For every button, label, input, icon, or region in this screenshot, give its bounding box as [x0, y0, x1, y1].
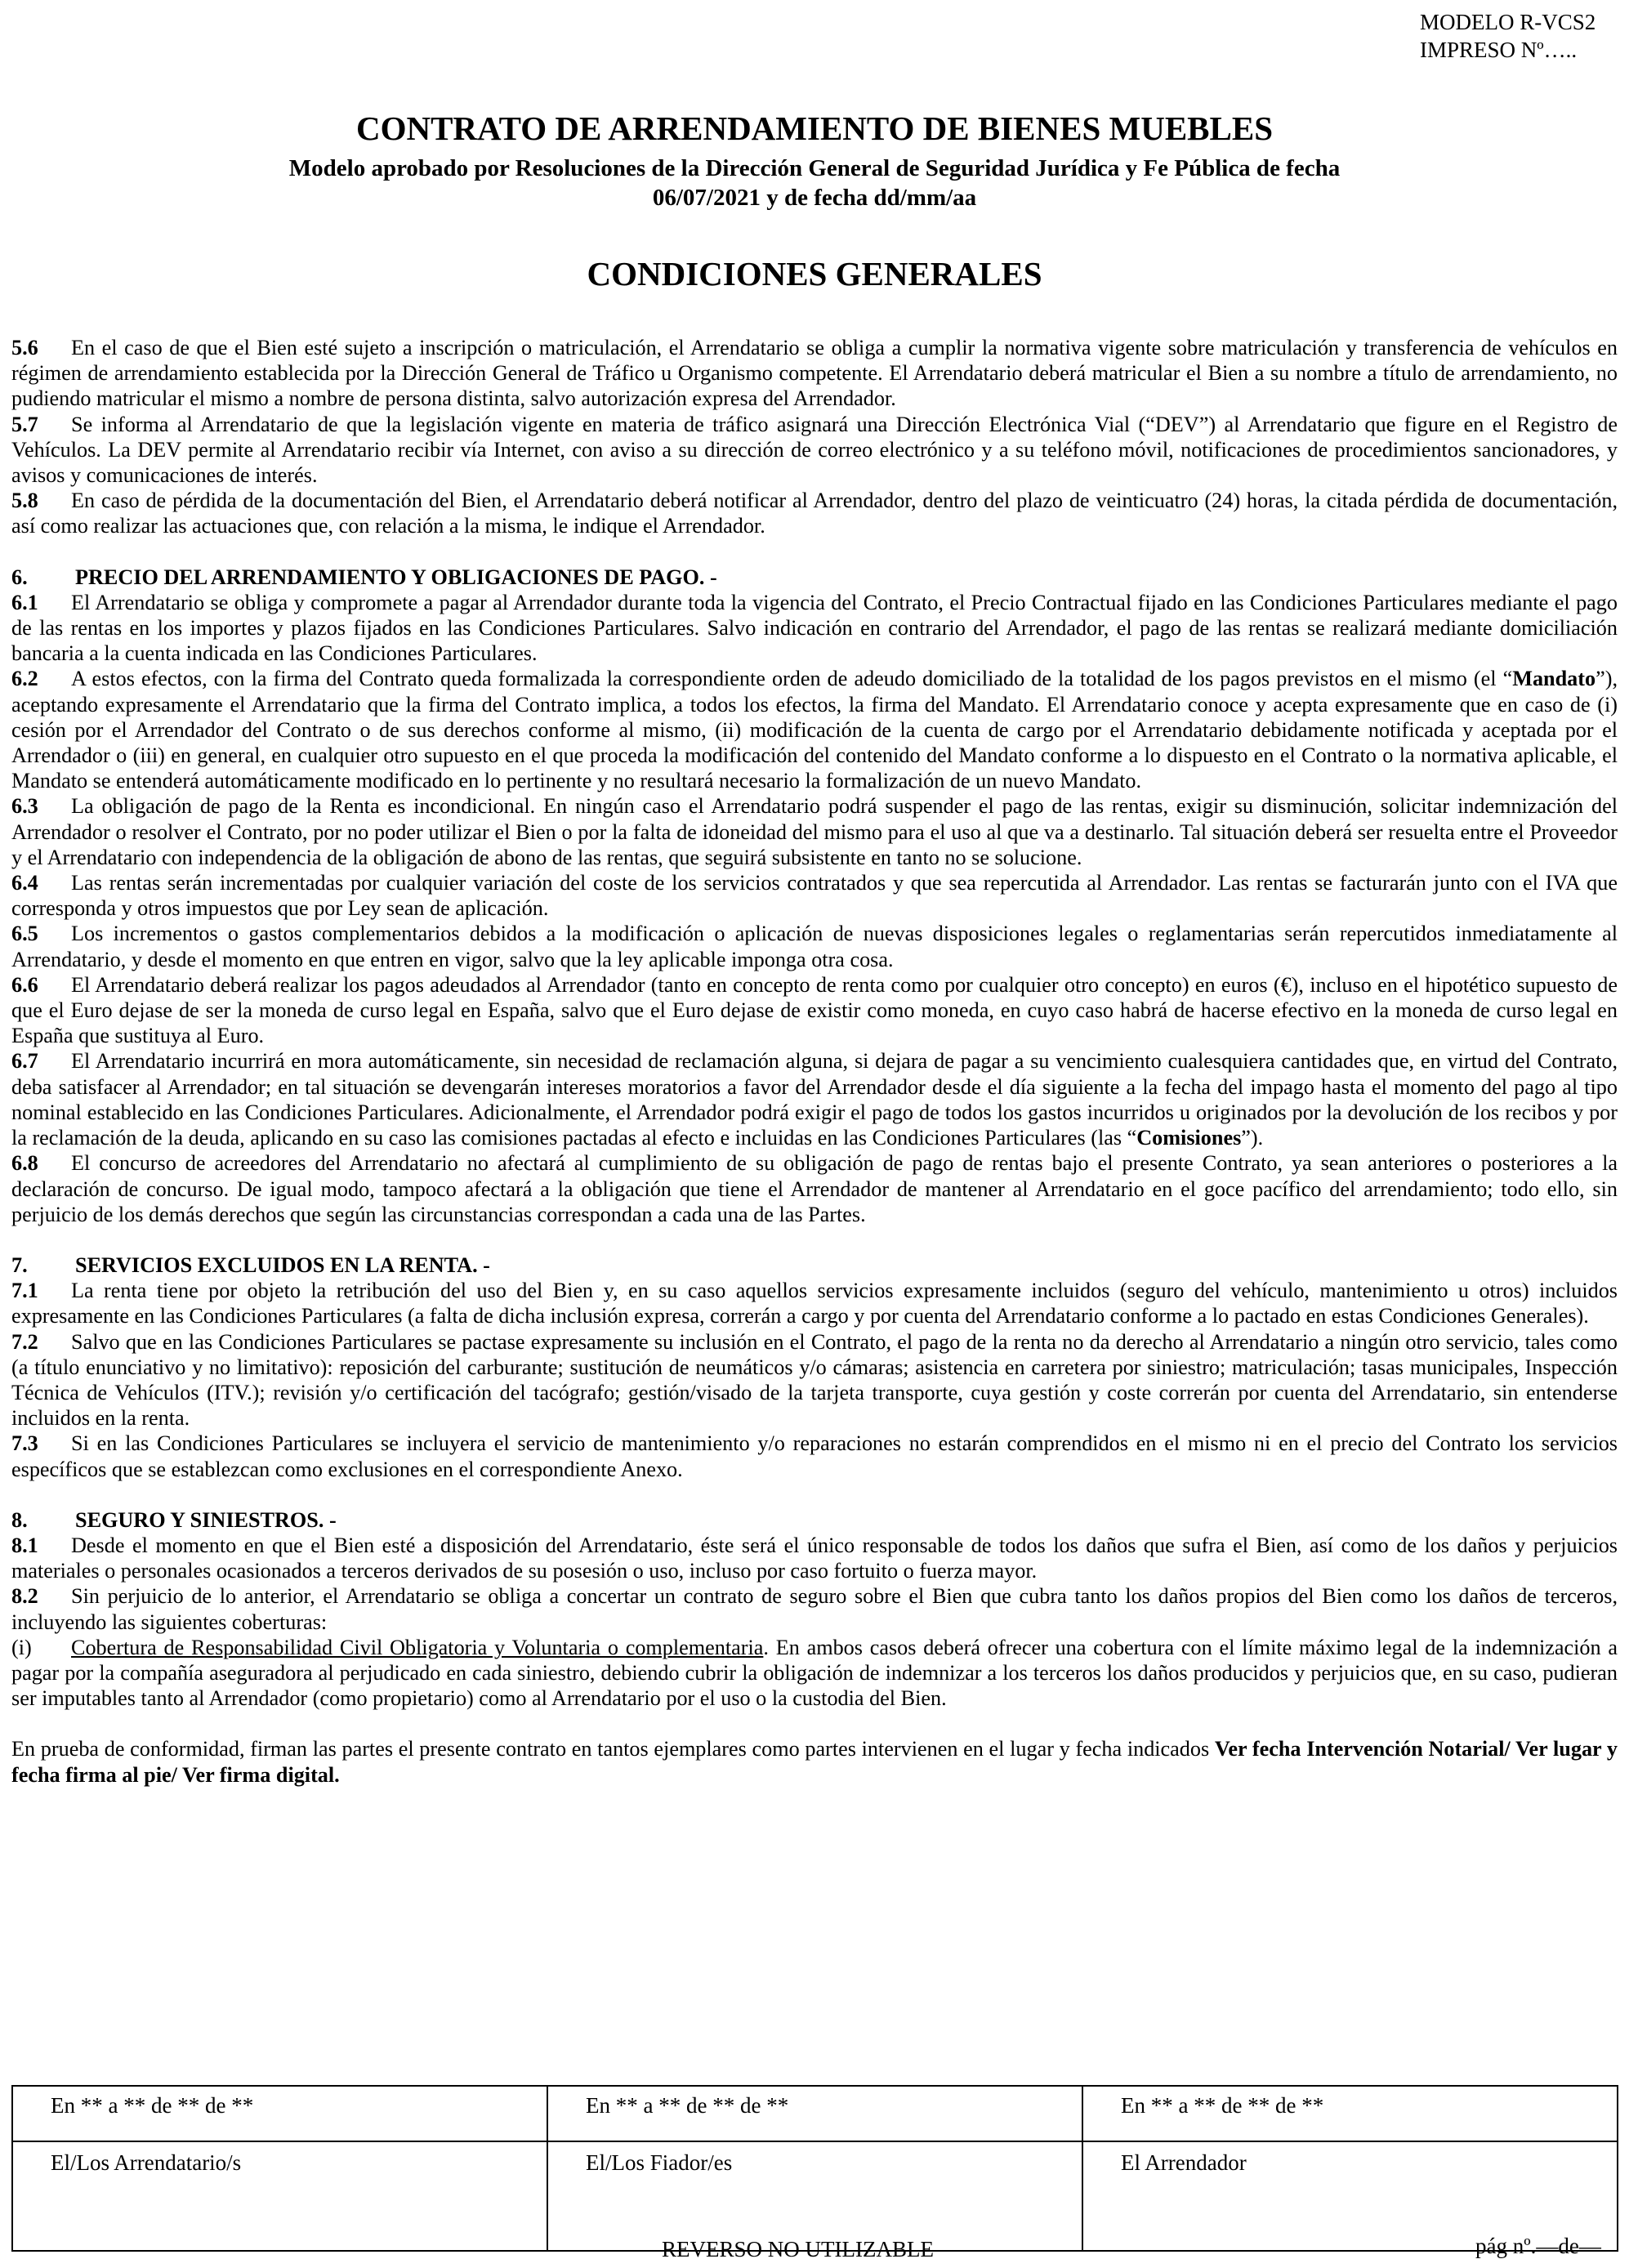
signature-party-cell: El Arrendador [1082, 2141, 1618, 2251]
clause-text: Los incrementos o gastos complementarios debidos a la modificación o aplicación de nuevas disposiciones legales o reglamentarias serán repercutidos inmediatamente al Arrendatario, y desde el momento en que entren en vigor, salvo que la ley aplicable imponga otra cosa. [11, 922, 1618, 971]
clause-text: Salvo que en las Condiciones Particulares se pactase expresamente su inclusión en el Contrato, el pago de la renta no da derecho al Arrendatario a ningún otro servicio, tales como (a título enunciativo y no limitativo): reposición del carburante; sustitución de neumáticos y/o cámaras; asistencia en carretera por siniestro; matriculación; tasas municipales, Inspección Técnica de Vehículos (ITV.); revisión y/o certificación del tacógrafo; gestión/visado de la tarjeta transporte, cuya gestión y coste correrán por cuenta del Arrendatario, sin entenderse incluidos en la renta. [11, 1329, 1618, 1431]
section-heading-text: SERVICIOS EXCLUIDOS EN LA RENTA. - [75, 1252, 490, 1277]
section-heading [11, 1507, 1618, 1533]
clause-text: La renta tiene por objeto la retribución del uso del Bien y, en su caso aquellos servicios expresamente incluidos (seguro del vehículo, mantenimiento u otros) incluidos expresamente en las Condiciones Particulares (a falta de dicha inclusión expresa, correrán a cargo y por cuenta del Arrendatario conforme a lo pactado en estas Condiciones Generales). [11, 1279, 1618, 1328]
section-heading [11, 565, 1618, 590]
clause-number: 7.1 [11, 1279, 38, 1303]
clause-text: . En ambos casos deberá ofrecer una cobertura con el límite máximo legal de la indemnización a pagar por la compañía aseguradora al perjudicado en cada siniestro, debiendo cubrir la obligación de indemnizar a los terceros los daños producidos y perjuicios que, en su caso, pudieran ser imputables tanto al Arrendador (como propietario) como al Arrendatario por el uso o la custodia del Bien. [11, 1635, 1618, 1711]
clause-number: 5.7 [11, 412, 38, 436]
clause [11, 488, 1618, 538]
defined-term: Mandato [1512, 667, 1596, 691]
clause-number: 6.6 [11, 972, 38, 997]
print-number: IMPRESO Nº….. [1420, 38, 1578, 62]
clause-number: 8.2 [11, 1584, 38, 1609]
clause [11, 1583, 1618, 1634]
section-number: 8. [11, 1507, 28, 1532]
clause-text: Las rentas serán incrementadas por cualquier variación del coste de los servicios contratados y que sea repercutida al Arrendador. Las rentas se facturarán junto con el IVA que corresponda y otros impuestos que por Ley sean de aplicación. [11, 871, 1618, 921]
clause-number: 5.6 [11, 336, 38, 359]
clause-number: 7.3 [11, 1431, 38, 1456]
item-number: (i) [11, 1635, 32, 1659]
document-title: CONTRATO DE ARRENDAMIENTO DE BIENES MUEBLES [355, 109, 1274, 147]
section-heading-text: SEGURO Y SINIESTROS. - [75, 1507, 337, 1532]
clause [11, 1635, 1618, 1712]
clause [11, 1329, 1618, 1431]
clause-text: Desde el momento en que el Bien esté a disposición del Arrendatario, éste será el único responsable de todos los daños que sufra el Bien, así como de los daños y perjuicios materiales o personales ocasionados a terceros derivados de su posesión o uso, incluso por caso fortuito o fuerza mayor. [11, 1533, 1618, 1583]
clause [11, 666, 1618, 793]
clause-text: En el caso de que el Bien esté sujeto a inscripción o matriculación, el Arrendatario se obliga a cumplir la normativa vigente sobre matriculación y transferencia de vehículos en régimen de arrendamiento establecida por la Dirección General de Tráfico u Organismo competente. El Arrendatario deberá matricular el Bien a su nombre a título de arrendamiento, no pudiendo matricular el mismo a nombre de persona distinta, salvo autorización expresa del Arrendador. [11, 336, 1618, 411]
clause-number: 6.1 [11, 590, 38, 614]
clause [11, 590, 1618, 667]
clause-text: El Arrendatario se obliga y compromete a pagar al Arrendador durante toda la vigencia del Contrato, el Precio Contractual fijado en las Condiciones Particulares mediante el pago de las rentas en los importes y plazos fijados en las Condiciones Particulares. Salvo indicación en contrario del Arrendador, el pago de las rentas se realizará mediante domiciliación bancaria a la cuenta indicada en las Condiciones Particulares. [11, 590, 1618, 666]
clause-text: La obligación de pago de la Renta es incondicional. En ningún caso el Arrendatario podrá suspender el pago de las rentas, exigir su disminución, solicitar indemnización del Arrendador o resolver el Contrato, por no poder utilizar el Bien o por la falta de idoneidad del mismo para el uso al que va a destinarlo. Tal situación deberá ser resuelta entre el Proveedor y el Arrendatario con independencia de la obligación de abono de las rentas, que seguirá subsistente en tanto no se solucione. [11, 794, 1618, 869]
clause-text: A estos efectos, con la firma del Contrato queda formalizada la correspondiente orden de adeudo domiciliado de la totalidad de los pagos previstos en el mismo (el “ [71, 667, 1513, 691]
model-code: MODELO R-VCS2 [1420, 10, 1596, 34]
defined-term: Comisiones [1136, 1126, 1242, 1150]
section-heading [11, 1252, 1618, 1278]
reverse-notice: REVERSO NO UTILIZABLE [662, 2237, 934, 2261]
clause [11, 335, 1618, 412]
clause [11, 1278, 1618, 1328]
clause-text: El Arrendatario deberá realizar los pagos adeudados al Arrendador (tanto en concepto de renta como por cualquier otro concepto) en euros (€), incluso en el hipotético supuesto de que el Euro dejase de ser la moneda de curso legal en España, salvo que el Euro dejase de existir como moneda, en cuyo caso habrá de hacerse efectivo en la moneda de curso legal en España que sustituya al Euro. [11, 972, 1618, 1048]
clause-text: En caso de pérdida de la documentación del Bien, el Arrendatario deberá notificar al Arrendador, dentro del plazo de veinticuatro (24) horas, la citada pérdida de documentación, así como realizar las actuaciones que, con relación a la misma, le indique el Arrendador. [11, 489, 1618, 538]
document-subtitle [0, 154, 1629, 212]
subtitle-line: Modelo aprobado por Resoluciones de la Dirección General de Seguridad Jurídica y Fe Pública de fecha [288, 155, 1341, 181]
signature-party-cell: El/Los Arrendatario/s [12, 2141, 547, 2251]
clause-text: Si en las Condiciones Particulares se incluyera el servicio de mantenimiento y/o reparaciones no estarán comprendidos en el mismo ni en el precio del Contrato los servicios específicos que se establezcan como exclusiones en el correspondiente Anexo. [11, 1431, 1618, 1481]
closing-text: En prueba de conformidad, firman las partes el presente contrato en tantos ejemplares como partes intervienen en el lugar y fecha indicados [11, 1737, 1215, 1761]
section-title: CONDICIONES GENERALES [587, 255, 1042, 292]
clause [11, 1533, 1618, 1583]
closing-paragraph [11, 1736, 1618, 1787]
clause [11, 870, 1618, 921]
section-number: 7. [11, 1252, 28, 1277]
signature-date-cell: En ** a ** de ** de ** [12, 2086, 547, 2141]
clause-text: El concurso de acreedores del Arrendatario no afectará al cumplimiento de su obligación de pago de rentas bajo el presente Contrato, ya sean anteriores o posteriores a la declaración de concurso. De igual modo, tampoco afectará a la obligación que tiene el Arrendador de mantener al Arrendatario en el goce pacífico del arrendamiento; todo ello, sin perjuicio de los demás derechos que según las circunstancias correspondan a cada una de las Partes. [11, 1151, 1618, 1226]
clause-number: 6.4 [11, 871, 38, 895]
clause [11, 972, 1618, 1049]
section-number: 6. [11, 565, 28, 589]
clause-number: 6.2 [11, 667, 38, 691]
contract-body [11, 335, 1618, 1788]
clause-number: 5.8 [11, 489, 38, 513]
clause [11, 793, 1618, 870]
signature-party-row [12, 2141, 1618, 2251]
signature-date-cell: En ** a ** de ** de ** [1082, 2086, 1618, 2141]
clause-number: 6.8 [11, 1151, 38, 1176]
coverage-title: Cobertura de Responsabilidad Civil Obligatoria y Voluntaria o complementaria [71, 1635, 764, 1659]
page-number: pág nº.—de— [1475, 2234, 1601, 2258]
clause-number: 7.2 [11, 1329, 38, 1354]
signature-party-cell: El/Los Fiador/es [547, 2141, 1082, 2251]
clause [11, 1048, 1618, 1150]
clause-number: 6.5 [11, 922, 38, 946]
clause-text: Se informa al Arrendatario de que la legislación vigente en materia de tráfico asignará una Dirección Electrónica Vial (“DEV”) al Arrendatario que figure en el Registro de Vehículos. La DEV permite al Arrendatario recibir vía Internet, con aviso a su dirección de correo electrónico y a su teléfono móvil, notificaciones de procedimientos sancionadores, y avisos y comunicaciones de interés. [11, 412, 1618, 488]
section-heading-text: PRECIO DEL ARRENDAMIENTO Y OBLIGACIONES DE PAGO. - [75, 565, 717, 589]
clause-number: 8.1 [11, 1533, 38, 1557]
clause [11, 921, 1618, 971]
closing-emphasis: Ver fecha Intervención Notarial/ Ver lugar y fecha firma al pie/ Ver firma digital. [11, 1737, 1618, 1787]
clause-text: ”), aceptando expresamente el Arrendatario que la firma del Contrato implica, a todos los efectos, la firma del Mandato. El Arrendatario conoce y acepta expresamente que en caso de (i) cesión por el Arrendador del Contrato o de sus derechos conforme al mismo, (ii) modificación de la cuenta de cargo por el Arrendatario debidamente notificada y aceptada por el Arrendador o (iii) en general, en cualquier otro supuesto en el que proceda la modificación del contenido del Mandato conforme a lo dispuesto en el Contrato o la normativa aplicable, el Mandato se entenderá automáticamente modificado en lo pertinente y no resultará necesario la formalización de un nuevo Mandato. [11, 667, 1618, 793]
signature-date-row [12, 2086, 1618, 2141]
clause-number: 6.3 [11, 794, 38, 819]
clause [11, 412, 1618, 489]
clause [11, 1150, 1618, 1227]
clause [11, 1431, 1618, 1481]
clause-text: ”). [1241, 1126, 1264, 1150]
subtitle-line: 06/07/2021 y de fecha dd/mm/aa [652, 185, 977, 211]
clause-text: Sin perjuicio de lo anterior, el Arrendatario se obliga a concertar un contrato de seguro sobre el Bien que cubra tanto los daños propios del Bien como los daños de terceros, incluyendo las siguientes coberturas: [11, 1584, 1618, 1634]
model-reference [1420, 8, 1596, 64]
signature-table [11, 2085, 1618, 2252]
clause-number: 6.7 [11, 1049, 38, 1074]
signature-date-cell: En ** a ** de ** de ** [547, 2086, 1082, 2141]
clause-text: El Arrendatario incurrirá en mora automáticamente, sin necesidad de reclamación alguna, si dejara de pagar a su vencimiento cualesquiera cantidades que, en virtud del Contrato, deba satisfacer al Arrendador; en tal situación se devengarán intereses moratorios a favor del Arrendador desde el día siguiente a la fecha del impago hasta el momento del pago al tipo nominal establecido en las Condiciones Particulares. Adicionalmente, el Arrendador podrá exigir el pago de todos los gastos incurridos u originados por la devolución de los recibos y por la reclamación de la deuda, aplicando en su caso las comisiones pactadas al efecto e incluidas en las Condiciones Particulares (las “ [11, 1049, 1618, 1150]
